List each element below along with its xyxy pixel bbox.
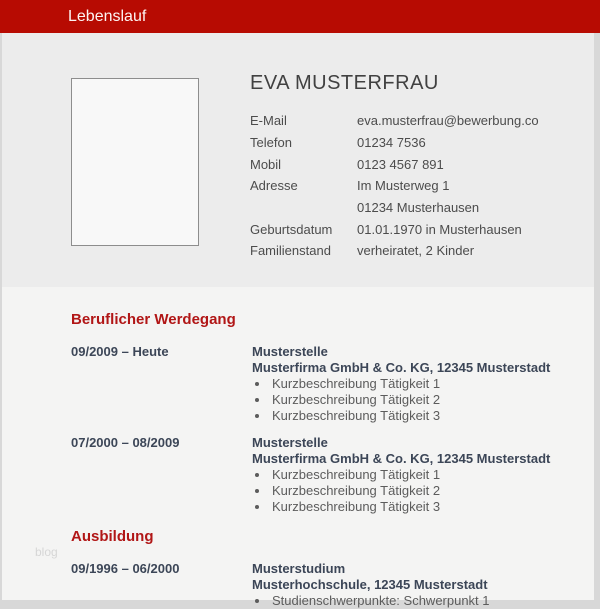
- person-name: EVA MUSTERFRAU: [250, 72, 439, 94]
- field-value: 01.01.1970 in Musterhausen: [357, 221, 522, 237]
- field-value: Im Musterweg 1: [357, 178, 450, 194]
- entry-bullet: [252, 499, 564, 515]
- photo-placeholder: [71, 78, 199, 246]
- bullet-icon: [255, 473, 259, 477]
- entry-org: Musterfirma GmbH & Co. KG, 12345 Musterstadt: [252, 360, 551, 375]
- bullet-icon: [255, 382, 259, 386]
- entry-bullet: [252, 483, 564, 499]
- bullet-text: Kurzbeschreibung Tätigkeit 3: [272, 408, 441, 423]
- field-label: Mobil: [250, 156, 282, 172]
- field-row-geburtsdatum: [250, 218, 574, 240]
- field-row-telefon: [250, 132, 574, 154]
- cv-body-section: [2, 287, 594, 608]
- entry-role: Musterstelle: [252, 344, 328, 359]
- header-bar: [0, 0, 600, 33]
- bullet-text: Kurzbeschreibung Tätigkeit 1: [272, 467, 441, 482]
- entry-period: 07/2000 – 08/2009: [71, 435, 180, 450]
- field-value: verheiratet, 2 Kinder: [357, 243, 475, 259]
- entry-role: Musterstudium: [252, 561, 346, 576]
- bullet-icon: [255, 599, 259, 603]
- cv-entry: [71, 561, 564, 609]
- cv-entry: [71, 344, 564, 424]
- bullet-text: Kurzbeschreibung Tätigkeit 2: [272, 483, 441, 498]
- entry-bullet: [252, 376, 564, 392]
- entry-period: 09/1996 – 06/2000: [71, 561, 180, 576]
- field-row-mobil: [250, 153, 574, 175]
- bullet-icon: [255, 398, 259, 402]
- field-label: Geburtsdatum: [250, 221, 333, 237]
- entry-body: [252, 435, 564, 515]
- watermark-text: blog: [35, 545, 58, 559]
- entry-period: 09/2009 – Heute: [71, 344, 169, 359]
- field-label: Familienstand: [250, 243, 331, 259]
- entry-org: Musterfirma GmbH & Co. KG, 12345 Musterstadt: [252, 451, 551, 466]
- entry-bullet: [252, 392, 564, 408]
- bullet-text: Kurzbeschreibung Tätigkeit 1: [272, 376, 441, 391]
- field-row-adresse: [250, 175, 574, 197]
- section-title-ausbildung: Ausbildung: [71, 528, 154, 545]
- bullet-icon: [255, 505, 259, 509]
- field-label: Telefon: [250, 135, 292, 151]
- field-value: eva.musterfrau@bewerbung.co: [357, 113, 539, 129]
- entry-org: Musterhochschule, 12345 Musterstadt: [252, 577, 488, 592]
- bullet-text: Studienschwerpunkte: Schwerpunkt 1: [272, 593, 490, 608]
- personal-info-section: [2, 33, 594, 287]
- entry-body: [252, 344, 564, 424]
- field-label: Adresse: [250, 178, 298, 194]
- field-label: E-Mail: [250, 113, 287, 129]
- entry-bullet: [252, 467, 564, 483]
- entry-bullet: [252, 593, 564, 609]
- entry-role: Musterstelle: [252, 435, 328, 450]
- field-value: 0123 4567 891: [357, 156, 444, 172]
- bullet-text: Kurzbeschreibung Tätigkeit 3: [272, 499, 441, 514]
- bullet-icon: [255, 414, 259, 418]
- field-row-familienstand: [250, 240, 574, 262]
- cv-entry: [71, 435, 564, 515]
- page-title: Lebenslauf: [68, 8, 147, 25]
- bullet-icon: [255, 489, 259, 493]
- section-title-werdegang: Beruflicher Werdegang: [71, 311, 236, 328]
- entry-bullet: [252, 408, 564, 424]
- field-row-email: [250, 110, 574, 132]
- bullet-text: Kurzbeschreibung Tätigkeit 2: [272, 392, 441, 407]
- field-value: 01234 7536: [357, 135, 426, 151]
- entry-body: [252, 561, 564, 609]
- contact-fields: [250, 110, 574, 262]
- field-value: 01234 Musterhausen: [357, 200, 480, 216]
- field-row-adresse-2: [250, 197, 574, 219]
